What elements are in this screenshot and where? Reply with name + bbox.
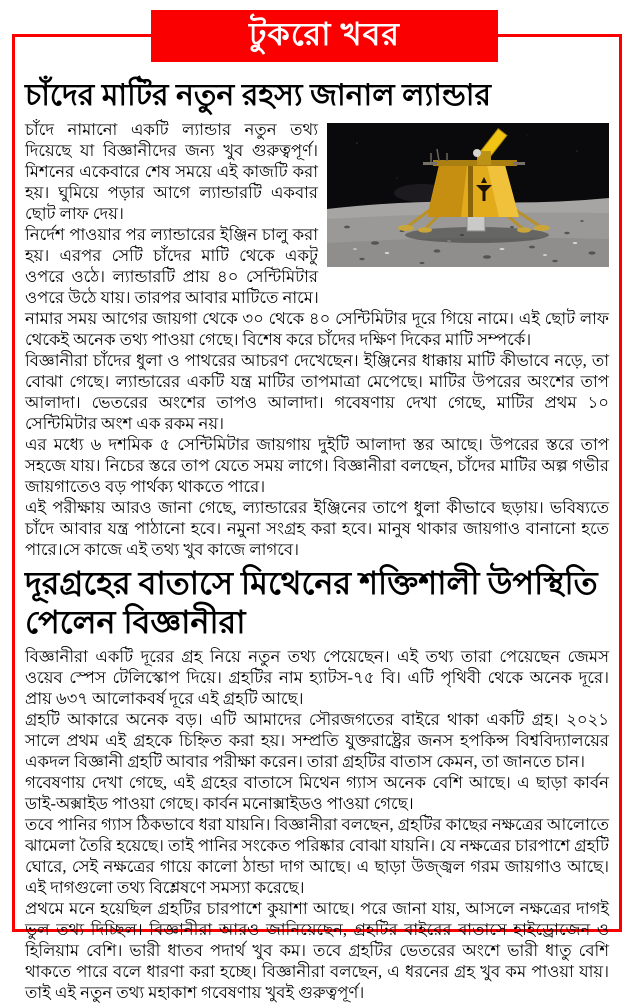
article-2-paragraph-1: বিজ্ঞানীরা একটি দূরের গ্রহ নিয়ে নতুন তথ্য পেয়েছেন। এই তথ্য তারা পেয়েছেন জেমস ওয়েব স্পেস টেলিস্কোপ দিয়ে। গ্রহটির নাম হ্যাটস-৭৫ বি। এটি পৃথিবী থেকে অনেক দূরে। প্রায় ৬৩৭ আলোকবর্ষ দূরে এই গ্রহটি আছে। [25, 646, 609, 708]
article-1-paragraph-3: নামার সময় আগের জায়গা থেকে ৩০ থেকে ৪০ সেন্টিমিটার দূরে গিয়ে নামে। এই ছোট লাফ থেকেই অনেক তথ্য পাওয়া গেছে। বিশেষ করে চাঁদের দক্ষিণ দিকের মাটি সম্পর্কে। [25, 308, 609, 349]
article-2-paragraph-3: গবেষণায় দেখা গেছে, এই গ্রহের বাতাসে মিথেন গ্যাস অনেক বেশি আছে। এ ছাড়া কার্বন ডাই-অক্সাইড পাওয়া গেছে। কার্বন মনোক্সাইডও পাওয়া গেছে। [25, 772, 609, 813]
page-border-frame [12, 34, 622, 1002]
article-2-paragraph-2: গ্রহটি আকারে অনেক বড়। এটি আমাদের সৌরজগতের বাইরে থাকা একটি গ্রহ। ২০২১ সালে প্রথম এই গ্রহকে চিহ্নিত করা হয়। সম্প্রতি যুক্তরাষ্ট্রের জনস হপকিন্স বিশ্ববিদ্যালয়ের একদল বিজ্ঞানী গ্রহটি আবার পরীক্ষা করেন। তারা গ্রহটির বাতাস কেমন, তা জানতে চান। [25, 709, 609, 771]
article-2-body [25, 646, 609, 1003]
lunar-lander-photo [327, 123, 609, 267]
article-1-paragraph-4: বিজ্ঞানীরা চাঁদের ধুলা ও পাথরের আচরণ দেখেছেন। ইঞ্জিনের ধাক্কায় মাটি কীভাবে নড়ে, তা বোঝা গেছে। ল্যান্ডারের একটি যন্ত্র মাটির তাপমাত্রা মেপেছে। মাটির উপরের অংশের তাপ আলাদা। ভেতরের অংশের তাপও আলাদা। গবেষণায় দেখা গেছে, মাটির প্রথম ১০ সেন্টিমিটার অংশ এক রকম নয়। [25, 350, 609, 433]
lunar-lander-illustration [327, 123, 609, 267]
section-banner [151, 10, 498, 62]
article-1 [25, 77, 609, 560]
article-2-paragraph-4: তবে পানির গ্যাস ঠিকভাবে ধরা যায়নি। বিজ্ঞানীরা বলছেন, গ্রহটির কাছের নক্ষত্রের আলোতে ঝামেলা তৈরি হয়েছে। তাই পানির সংকেত পরিষ্কার বোঝা যায়নি। যে নক্ষত্রের চারপাশে গ্রহটি ঘোরে, সেই নক্ষত্রের গায়ে কালো ঠান্ডা দাগ আছে। এ ছাড়া উজ্জ্বল গরম জায়গাও আছে। এই দাগগুলো তথ্য বিশ্লেষণে সমস্যা করেছে। [25, 814, 609, 897]
article-2-headline: দূরগ্রহের বাতাসে মিথেনের শক্তিশালী উপস্থিতি পেলেন বিজ্ঞানীরা [25, 564, 598, 640]
article-1-paragraph-2: নির্দেশ পাওয়ার পর ল্যান্ডারের ইঞ্জিন চালু করা হয়। এরপর সেটি চাঁদের মাটি থেকে একটু ওপরে ওঠে। ল্যান্ডারটি প্রায় ৪০ সেন্টিমিটার ওপরে উঠে যায়। তারপর আবার মাটিতে নামে। [25, 224, 319, 307]
article-1-paragraph-6: এই পরীক্ষায় আরও জানা গেছে, ল্যান্ডারের ইঞ্জিনের তাপে ধুলা কীভাবে ছড়ায়। ভবিষ্যতে চাঁদে আবার যন্ত্র পাঠানো হবে। নমুনা সংগ্রহ করা হবে। মানুষ থাকার জায়গাও বানানো হতে পারে।সে কাজে এই তথ্য খুব কাজে লাগবে। [25, 497, 609, 559]
article-1-body [25, 119, 609, 560]
article-1-paragraph-5: এর মধ্যে ৬ দশমিক ৫ সেন্টিমিটার জায়গায় দুইটি আলাদা স্তর আছে। উপরের স্তরে তাপ সহজে যায়। নিচের স্তরে তাপ যেতে সময় লাগে। বিজ্ঞানীরা বলছেন, চাঁদের মাটির অল্প গভীর জায়গাতেও বড় পার্থক্য থাকতে পারে। [25, 434, 609, 496]
section-banner-title: টুকরো খবর [249, 16, 400, 52]
article-2-paragraph-5: প্রথমে মনে হয়েছিল গ্রহটির চারপাশে কুয়াশা আছে। পরে জানা যায়, আসলে নক্ষত্রের দাগই ভুল তথ্য দিচ্ছিল। বিজ্ঞানীরা আরও জানিয়েছেন, গ্রহটির বাইরের বাতাসে হাইড্রোজেন ও হিলিয়াম বেশি। ভারী ধাতব পদার্থ খুব কম। তবে গ্রহটির ভেতরের অংশে ভারী ধাতু বেশি থাকতে পারে বলে ধারণা করা হচ্ছে। বিজ্ঞানীরা বলছেন, এ ধরনের গ্রহ খুব কম পাওয়া যায়। তাই এই নতুন তথ্য মহাকাশ গবেষণায় খুবই গুরুত্বপূর্ণ। [25, 898, 609, 1002]
article-1-headline: চাঁদের মাটির নতুন রহস্য জানাল ল্যান্ডার [25, 79, 492, 112]
article-1-paragraph-1: চাঁদে নামানো একটি ল্যান্ডার নতুন তথ্য দিয়েছে যা বিজ্ঞানীদের জন্য খুব গুরুত্বপূর্ণ। মিশনের একেবারে শেষ সময়ে এই কাজটি করা হয়। ঘুমিয়ে পড়ার আগে ল্যান্ডারটি একবার ছোট লাফ দেয়। [25, 119, 318, 223]
article-2 [25, 564, 609, 1003]
